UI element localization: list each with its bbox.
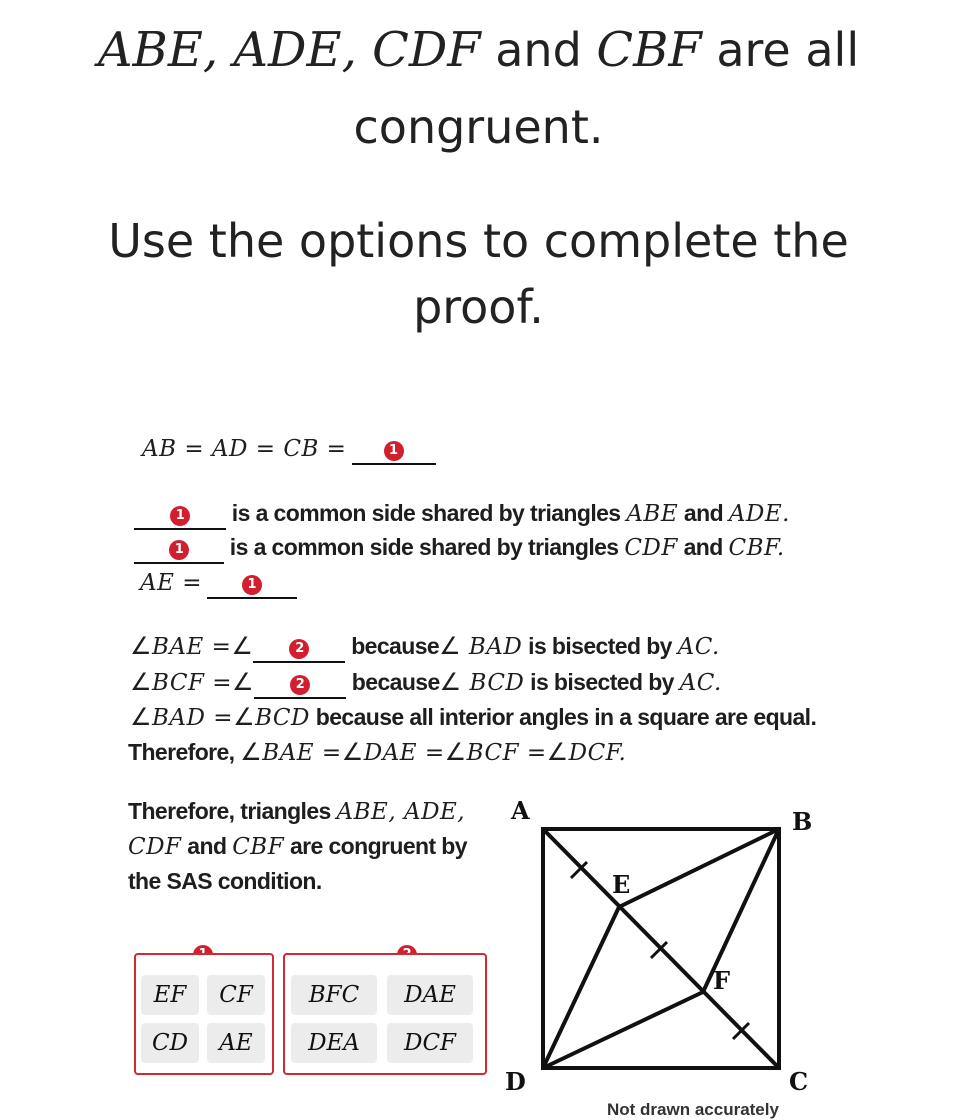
angle-symbol: ∠ <box>439 668 462 696</box>
label-a: A <box>511 796 530 825</box>
segment-eb <box>619 829 779 907</box>
angle-symbol: ∠ <box>341 738 364 766</box>
conclusion-tail-2: the SAS condition. <box>128 868 322 894</box>
segment-ac: AC. <box>679 670 722 696</box>
angle-bad: BAD <box>468 634 523 660</box>
badge-2: 2 <box>289 639 309 659</box>
triangle-ade: ADE. <box>728 501 790 527</box>
option-ae[interactable]: AE <box>207 1023 265 1063</box>
angle-bcd: BCD <box>469 670 525 696</box>
angle-symbol: ∠ <box>546 738 569 766</box>
heading-math-2: CBF <box>596 22 702 78</box>
conclusion-triangles-1: ABE, ADE, <box>336 799 466 825</box>
angle-symbol: ∠ <box>231 632 254 660</box>
badge-1: 1 <box>242 575 262 595</box>
triangle-cdf: CDF <box>624 535 678 561</box>
proof-line-4-lhs: AE = <box>140 570 202 596</box>
proof-line-5-tail: is bisected by <box>528 633 672 659</box>
option-cf[interactable]: CF <box>207 975 265 1015</box>
option-cd[interactable]: CD <box>141 1023 199 1063</box>
label-e: E <box>612 870 631 899</box>
angle-symbol: ∠ <box>240 738 263 766</box>
option-ef[interactable]: EF <box>141 975 199 1015</box>
heading-line-4: proof. <box>413 280 544 334</box>
label-b: B <box>792 807 813 836</box>
proof-line-7-a: BAD = <box>152 705 234 731</box>
proof-line-7-b: BCD <box>255 705 310 731</box>
label-c: C <box>789 1067 809 1096</box>
segment-df <box>543 992 703 1068</box>
badge-2: 2 <box>290 675 310 695</box>
angle-symbol: ∠ <box>130 632 153 660</box>
segment-de <box>543 907 619 1068</box>
proof-line-2-text: is a common side shared by triangles <box>231 500 621 526</box>
diagram-caption: Not drawn accurately <box>607 1100 779 1119</box>
conclusion-triangle-cdf: CDF <box>128 834 182 860</box>
angle-symbol: ∠ <box>439 632 462 660</box>
conclusion-tail-1: are congruent by <box>289 833 467 859</box>
proof-line-5-lhs: BAE = <box>152 634 232 660</box>
heading-and: and <box>495 23 582 77</box>
conclusion-triangle-cbf: CBF <box>232 834 285 860</box>
triangle-abe: ABE <box>626 501 679 527</box>
proof-line-3-text: is a common side shared by triangles <box>229 534 619 560</box>
label-d: D <box>505 1067 526 1096</box>
angle-symbol: ∠ <box>130 668 153 696</box>
angle-symbol: ∠ <box>231 668 254 696</box>
badge-1: 1 <box>169 540 189 560</box>
option-bfc[interactable]: BFC <box>291 975 377 1015</box>
heading-tail: are all <box>716 23 860 77</box>
option-dcf[interactable]: DCF <box>387 1023 473 1063</box>
heading-line-2: congruent. <box>353 100 604 154</box>
heading-line-3: Use the options to complete the <box>108 214 849 268</box>
proof-line-8-c: BCF = <box>466 740 547 766</box>
angle-symbol: ∠ <box>130 703 153 731</box>
proof-line-6-lhs: BCF = <box>152 670 232 696</box>
proof-line-3-and: and <box>683 534 723 560</box>
proof-line-8-a: BAE = <box>262 740 342 766</box>
option-dae[interactable]: DAE <box>387 975 473 1015</box>
angle-symbol: ∠ <box>444 738 467 766</box>
badge-1: 1 <box>170 506 190 526</box>
option-dea[interactable]: DEA <box>291 1023 377 1063</box>
segment-ac: AC. <box>677 634 720 660</box>
label-f: F <box>713 966 731 995</box>
proof-line-8-b: DAE = <box>363 740 445 766</box>
proof-line-5-because: because <box>351 633 440 659</box>
proof-line-2-and: and <box>683 500 724 526</box>
proof-line-8-prefix: Therefore, <box>128 739 235 765</box>
proof-line-8-d: DCF. <box>568 740 627 766</box>
proof-line-6-because: because <box>351 669 440 695</box>
angle-symbol: ∠ <box>233 703 256 731</box>
triangle-cbf: CBF. <box>728 535 785 561</box>
conclusion-and: and <box>187 833 227 859</box>
proof-line-6-tail: is bisected by <box>530 669 674 695</box>
badge-1: 1 <box>384 441 404 461</box>
proof-line-1-lhs: AB = AD = CB = <box>142 436 347 462</box>
heading-math-1: ABE, ADE, CDF <box>97 22 481 78</box>
conclusion-prefix: Therefore, triangles <box>128 798 331 824</box>
proof-line-7-tail: because all interior angles in a square are equal. <box>315 704 817 730</box>
